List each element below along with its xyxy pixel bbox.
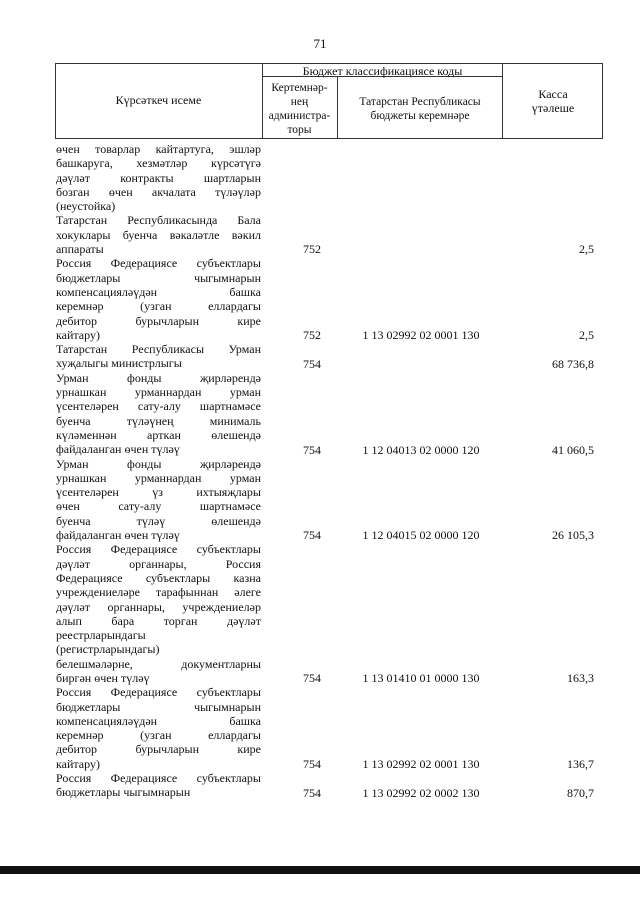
indicator-name: Урман фонды җирләрендә урнашкан урманнардан урман үсентеләрен сату-алу шартнамәсе буенча түләүнең минималь күләменнән арткан өлешендә файдаланган өчен түләү — [56, 370, 261, 457]
revenue-code: 1 13 02992 02 0001 130 — [362, 757, 480, 772]
indicator-name: Урман фонды җирләрендә урнашкан урманнардан урман үсентеләрен үз ихтыяҗлары өчен сату-алу шартнамәсе буенча түләү өлешендә файдаланган өчен түләү — [56, 456, 261, 543]
revenue-code: 1 12 04013 02 0000 120 — [362, 442, 480, 457]
admin-code: 754 — [303, 671, 321, 686]
table-row — [55, 371, 603, 457]
admin-column-header: Кертемнәр- нең администра- торы — [268, 82, 331, 136]
admin-code: 754 — [303, 528, 321, 543]
table-row — [55, 457, 603, 543]
table-body — [55, 142, 603, 800]
revenue-code: 1 13 02992 02 0001 130 — [362, 328, 480, 343]
page-number: 71 — [313, 36, 327, 51]
admin-code: 752 — [303, 242, 321, 257]
indicator-name: Россия Федерациясе субъектлары бюджетлары чыгымнарын компенсацияләүдән башка керемнәр (узган еллардагы дебитор бурычларын кире кайтару) — [56, 256, 261, 342]
revenue-code: 1 13 02992 02 0002 130 — [362, 785, 480, 800]
budget-class-header: Бюджет классификациясе коды — [302, 64, 463, 78]
indicator-name: Россия Федерациясе субъектлары дәүләт органнары, Россия Федерациясе субъектлары казна учреждениеләре тарафыннан әлеге дәүләт органнары, учреждениеләр алып бара торган дәүләт реестрларындагы (регистрларындагы) белешмәләрне, документларны биргән өчен түләү — [56, 542, 261, 685]
admin-code: 752 — [303, 328, 321, 343]
table-row — [55, 142, 603, 213]
cash-amount: 41 060,5 — [552, 442, 594, 457]
table-row — [55, 213, 603, 256]
revenue-column-header: Татарстан Республикасы бюджеты керемнәре — [359, 96, 481, 122]
table-row — [55, 685, 603, 771]
cash-column-header: Касса үтәлеше — [531, 87, 575, 115]
admin-code: 754 — [303, 757, 321, 772]
admin-code: 754 — [303, 785, 321, 800]
revenue-code: 1 12 04015 02 0000 120 — [362, 528, 480, 543]
indicator-name: өчен товарлар кайтартуга, эшләр башкаруга, хезмәтләр күрсәтүгә дәүләт контракты шартларын бозган өчен акчалата түләүләр (неустойка) — [56, 142, 261, 214]
cash-amount: 68 736,8 — [552, 356, 594, 371]
admin-code: 754 — [303, 442, 321, 457]
table-row — [55, 542, 603, 685]
cash-amount: 163,3 — [567, 671, 594, 686]
page-bottom-bar — [0, 866, 640, 874]
table-row — [55, 771, 603, 800]
indicator-name: Татарстан Республикасы Урман хуҗалыгы министрлыгы — [56, 342, 261, 371]
table-row — [55, 342, 603, 371]
cash-amount: 2,5 — [579, 328, 594, 343]
indicator-name: Россия Федерациясе субъектлары бюджетлары чыгымнарын компенсацияләүдән башка керемнәр (узган еллардагы дебитор бурычларын кире кайтару) — [56, 685, 261, 771]
admin-code: 754 — [303, 356, 321, 371]
indicator-name: Татарстан Республикасында Бала хокуклары буенча вәкаләтле вәкил аппараты — [56, 213, 261, 257]
cash-amount: 870,7 — [567, 785, 594, 800]
cash-amount: 26 105,3 — [552, 528, 594, 543]
revenue-code: 1 13 01410 01 0000 130 — [362, 671, 480, 686]
indicator-name: Россия Федерациясе субъектлары бюджетлары чыгымнарын — [56, 771, 261, 800]
name-column-header: Күрсәткеч исеме — [115, 93, 202, 107]
table-row — [55, 256, 603, 342]
table-header — [55, 63, 603, 139]
cash-amount: 2,5 — [579, 242, 594, 257]
cash-amount: 136,7 — [567, 757, 594, 772]
